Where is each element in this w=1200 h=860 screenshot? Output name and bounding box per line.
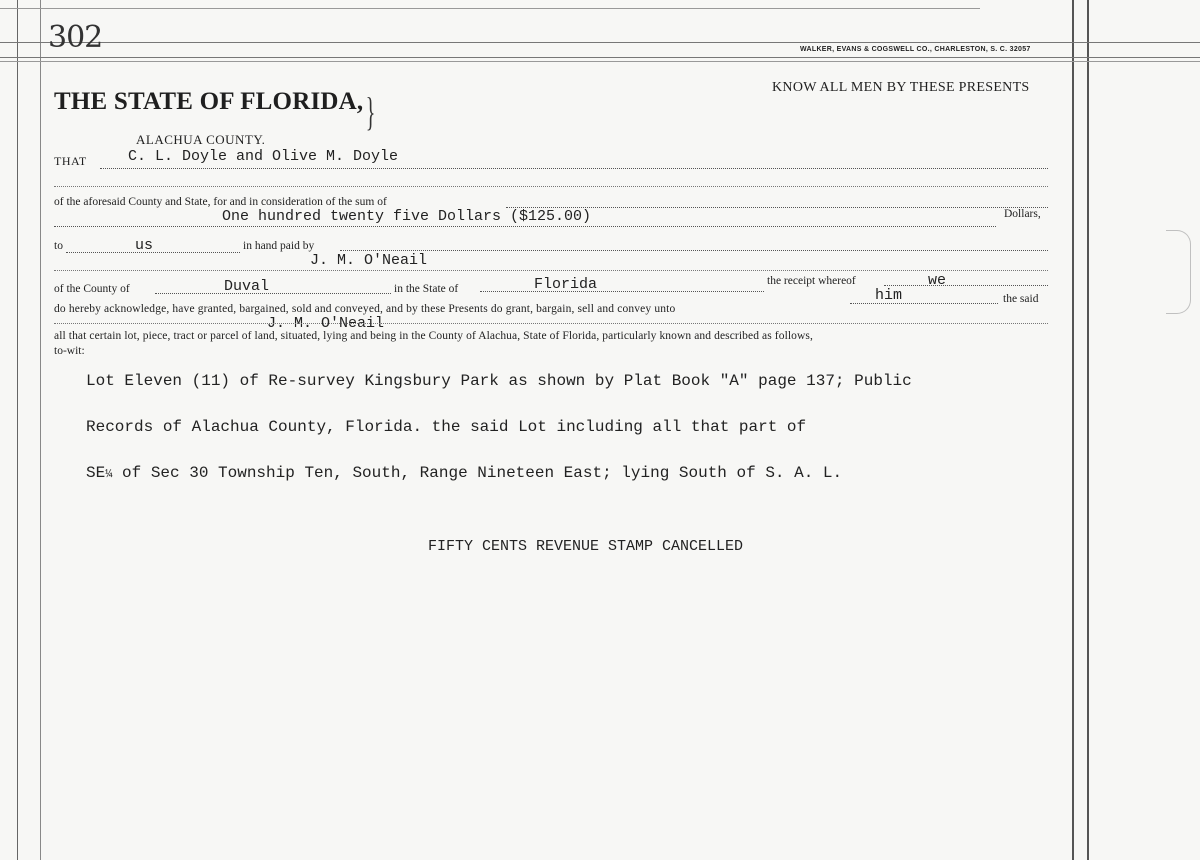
to-wit-label: to-wit:	[54, 345, 85, 357]
dollars-label: Dollars,	[1004, 208, 1041, 220]
printer-imprint: WALKER, EVANS & COGSWELL CO., CHARLESTON, S. C. 32057	[800, 46, 1031, 53]
receipt-value: we	[928, 272, 947, 289]
top-rule	[0, 8, 980, 9]
section-rest: of Sec 30 Township Ten, South, Range Nineteen East; lying South of S. A. L.	[112, 464, 843, 482]
header-rule-1	[0, 42, 1200, 43]
description-line-1: Lot Eleven (11) of Re-survey Kingsbury Park as shown by Plat Book "A" page 137; Public	[86, 372, 912, 390]
the-said-label: the said	[1003, 293, 1039, 305]
description-line-3	[86, 464, 842, 482]
county-of-label: of the County of	[54, 283, 130, 295]
title-brace: }	[365, 89, 376, 134]
right-margin-rule	[1072, 0, 1074, 860]
to-value: us	[135, 237, 154, 254]
section-fraction: ¼	[105, 467, 113, 481]
paid-by-line	[340, 250, 1048, 251]
blank-line-1	[54, 186, 1048, 187]
county-line	[155, 293, 391, 294]
receipt-line	[884, 285, 1048, 286]
binding-mark	[1166, 230, 1191, 314]
header-rule-2	[0, 57, 1200, 58]
that-label: THAT	[54, 154, 87, 168]
grantor-line	[100, 168, 1048, 169]
amount-value: One hundred twenty five Dollars ($125.00)	[222, 208, 592, 225]
state-line	[480, 291, 764, 292]
left-margin-rule	[17, 0, 18, 860]
page-number: 302	[48, 20, 103, 55]
unto-line	[850, 303, 998, 304]
grantors-value: C. L. Doyle and Olive M. Doyle	[128, 148, 399, 165]
grantee-line	[54, 323, 1048, 324]
payer-value: J. M. O'Neail	[310, 252, 428, 269]
state-title: THE STATE OF FLORIDA,	[54, 88, 364, 115]
county-value: Duval	[224, 278, 270, 295]
state-value: Florida	[534, 276, 598, 293]
left-margin-rule-inner	[40, 0, 41, 860]
revenue-stamp-note: FIFTY CENTS REVENUE STAMP CANCELLED	[428, 538, 744, 555]
section-prefix: SE	[86, 464, 106, 482]
acknowledge-text: do hereby acknowledge, have granted, bargained, sold and conveyed, and by these Presents do grant, bargain, sell and convey unto	[54, 303, 676, 315]
receipt-label: the receipt whereof	[767, 275, 856, 287]
right-margin-rule-outer	[1087, 0, 1089, 860]
paid-by-label: in hand paid by	[243, 240, 315, 252]
header-rule-3	[0, 61, 1200, 62]
unto-value: him	[875, 287, 903, 304]
know-all-heading: KNOW ALL MEN BY THESE PRESENTS	[772, 80, 1030, 95]
state-of-label: in the State of	[394, 283, 459, 295]
to-label: to	[54, 240, 63, 252]
description-line-2: Records of Alachua County, Florida. the said Lot including all that part of	[86, 418, 807, 436]
all-that-text: all that certain lot, piece, tract or parcel of land, situated, lying and being in the County of Alachua, State of Florida, particularly known and described as follows,	[54, 330, 813, 342]
grantee-value: J. M. O'Neail	[267, 315, 385, 332]
aforesaid-text: of the aforesaid County and State, for and in consideration of the sum of	[54, 196, 387, 208]
county-label: ALACHUA COUNTY.	[136, 132, 266, 147]
blank-line-2	[54, 270, 1048, 271]
sum-line-2	[54, 226, 996, 227]
